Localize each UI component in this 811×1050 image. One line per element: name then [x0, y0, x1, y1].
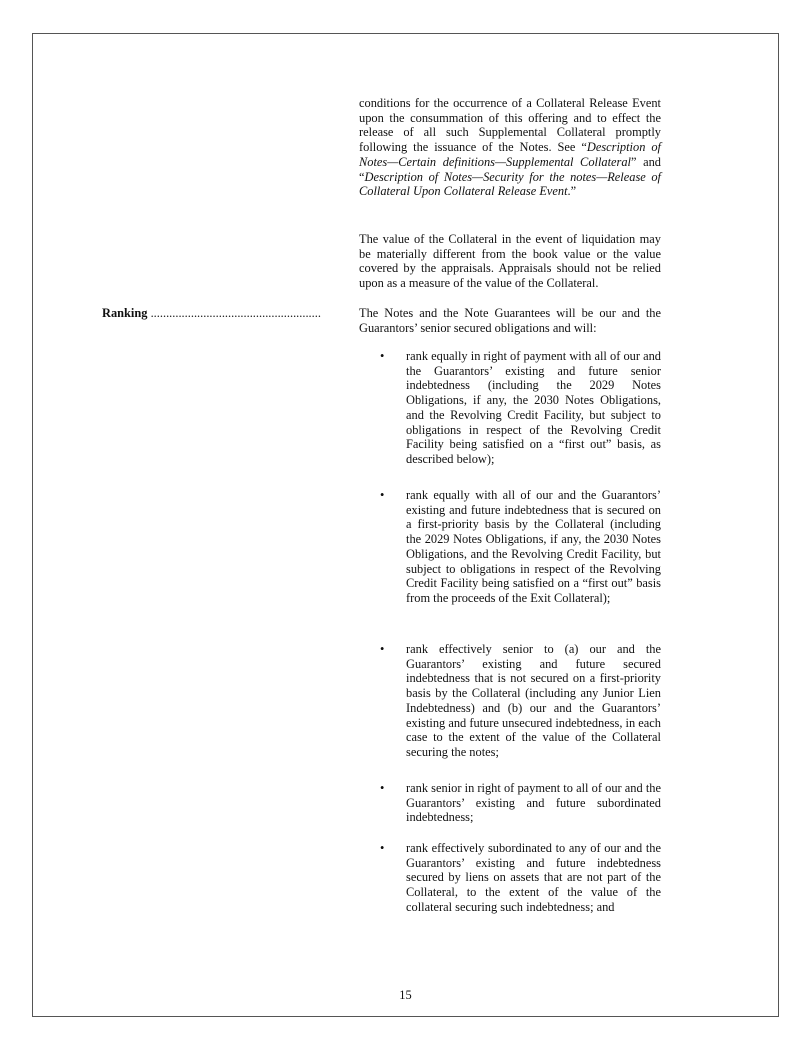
bullet-text: rank equally in right of payment with all of our and the Guarantors’ existing and future senior indebtedness (including the 2029 Notes Obligations, if any, the 2030 Notes Obligations, and the Revolving Credit Facility, but subject to obligations in respect of the Revolving Credit Facility being satisfied on a “first out” basis, as described below);: [406, 349, 661, 466]
paragraph-collateral-value: The value of the Collateral in the event of liquidation may be materially different from the book value or the value covered by the appraisals. Appraisals should not be relied upon as a measure of the value of the Collateral.: [359, 232, 661, 291]
bullet-icon: •: [380, 642, 385, 656]
bullet-text: rank effectively senior to (a) our and the Guarantors’ existing and future secured indebtedness that is not secured on a first-priority basis by the Collateral (including any Junior Lien Indebtedness) and (b) our and the Guarantors’ existing and future unsecured indebtedness, in each case to the extent of the value of the Collateral securing the notes;: [406, 642, 661, 759]
bullet-icon: •: [380, 841, 385, 855]
p1-text-a: conditions for the occurrence of a Collateral Release Event upon the consummation of this offering and to effect the release of all such Supplemental Collateral promptly following the issuance of the Notes. See “: [359, 96, 661, 155]
bullet-text: rank effectively subordinated to any of our and the Guarantors’ existing and future indebtedness secured by liens on assets that are not part of the Collateral, to the extent of the value of the collateral securing such indebtedness; and: [406, 841, 661, 914]
bullet-icon: •: [380, 781, 385, 795]
p1-italic-ref-1: Description of Notes—Certain definitions—Supplemental Collateral: [359, 140, 661, 169]
paragraph-collateral-release: [359, 96, 661, 199]
page-number: 15: [399, 988, 412, 1002]
bullet-icon: •: [380, 488, 385, 502]
ranking-label: [102, 306, 342, 321]
ranking-heading: Ranking: [102, 306, 148, 320]
p1-text-b: ” and “: [359, 154, 661, 184]
bullet-text: rank senior in right of payment to all of our and the Guarantors’ existing and future subordinated indebtedness;: [406, 781, 661, 825]
p1-italic-ref-2: Description of Notes—Security for the notes—Release of Collateral Upon Collateral Release Event: [359, 169, 661, 199]
ranking-dot-leader: .......................................................: [150, 306, 321, 320]
bullet-icon: •: [380, 349, 385, 363]
paragraph-ranking-intro: The Notes and the Note Guarantees will be our and the Guarantors’ senior secured obligations and will:: [359, 306, 661, 335]
p1-text-c: .”: [567, 184, 577, 199]
bullet-text: rank equally with all of our and the Guarantors’ existing and future indebtedness that is secured on a first-priority basis by the Collateral (including the 2029 Notes Obligations, if any, the 2030 Notes Obligations, and the Revolving Credit Facility, but subject to obligations in respect of the Revolving Credit Facility being satisfied on a “first out” basis from the proceeds of the Exit Collateral);: [406, 488, 661, 605]
